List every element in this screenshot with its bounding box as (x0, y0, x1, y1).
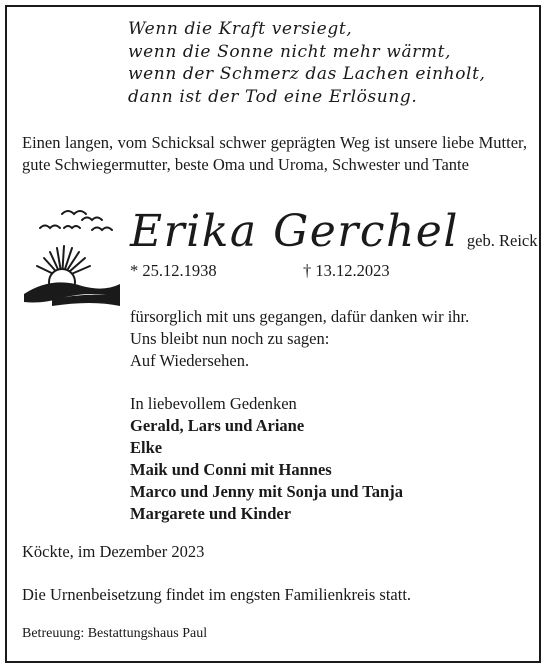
farewell-text (130, 306, 469, 372)
poem (128, 18, 486, 108)
place-date: Köckte, im Dezember 2023 (22, 542, 205, 561)
funeral-home-note: Betreuung: Bestattungshaus Paul (22, 626, 208, 641)
birth-date: * 25.12.1938 (130, 261, 217, 280)
deceased-name: Erika Gerchel (130, 206, 459, 257)
poem-line: wenn der Schmerz das Lachen einholt, (128, 64, 486, 84)
mourners-block (130, 393, 403, 525)
mourner-family: Elke (130, 438, 163, 457)
mourner-family: Maik und Conni mit Hannes (130, 460, 332, 479)
sunset-birds-icon (22, 206, 122, 314)
maiden-name: geb. Reick (466, 231, 538, 250)
poem-line: wenn die Sonne nicht mehr wärmt, (128, 41, 452, 62)
poem-line: dann ist der Tod eine Erlösung. (128, 86, 418, 107)
farewell-line: Auf Wiedersehen. (130, 351, 250, 370)
mourner-family: Margarete und Kinder (130, 504, 292, 523)
mourners-heading: In liebevollem Gedenken (130, 394, 297, 413)
intro-text: Einen langen, vom Schicksal schwer geprägten Weg ist unsere liebe Mutter, gute Schwiegermutter, beste Oma und Uroma, Schwester und Tante (22, 133, 527, 174)
mourner-family: Marco und Jenny mit Sonja und Tanja (130, 482, 403, 501)
farewell-line: Uns bleibt nun noch zu sagen: (130, 329, 330, 348)
death-date: † 13.12.2023 (303, 261, 390, 280)
burial-note: Die Urnenbeisetzung findet im engsten Familienkreis statt. (22, 585, 412, 604)
poem-line: Wenn die Kraft versiegt, (128, 19, 353, 39)
deceased-name-line (130, 204, 537, 260)
farewell-line: fürsorglich mit uns gegangen, dafür danken wir ihr. (130, 307, 470, 326)
mourner-family: Gerald, Lars und Ariane (130, 416, 305, 435)
